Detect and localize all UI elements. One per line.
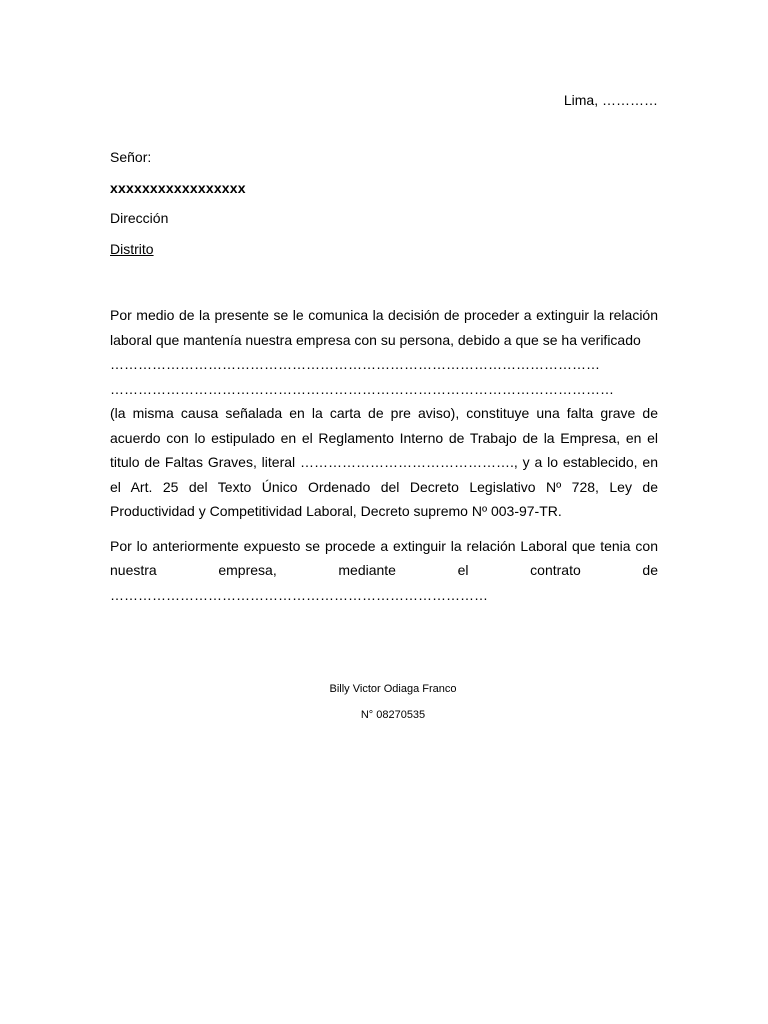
recipient-address: Dirección xyxy=(110,210,169,226)
recipient-name: xxxxxxxxxxxxxxxxx xyxy=(110,179,246,196)
recipient-district: Distrito xyxy=(110,240,154,257)
signature-name: Billy Victor Odiaga Franco xyxy=(329,683,457,695)
paragraph-1-intro: Por medio de la presente se le comunica la decisión de proceder a extinguir la relación laboral que mantenía nuestra empresa con su persona, debido a que se ha verificado xyxy=(110,307,658,348)
signature-block xyxy=(110,680,676,732)
signature-id-number: N° 08270535 xyxy=(360,709,426,721)
paragraph-1-dots-b: ……………………………………………………………………………………………… xyxy=(110,380,614,397)
paragraph-2-text: Por lo anteriormente expuesto se procede a extinguir la relación Laboral que tenia con nuestra empresa, mediante el contrato de xyxy=(110,537,658,578)
letter-body xyxy=(110,303,658,607)
paragraph-1-dots-a: …………………………………………………………………………………………… xyxy=(110,356,600,372)
paragraph-2 xyxy=(110,534,658,608)
salutation: Señor: xyxy=(110,149,152,165)
paragraph-1 xyxy=(110,303,658,524)
recipient-block xyxy=(110,147,246,269)
paragraph-2-dots: ……………………………………………………………………… xyxy=(110,586,488,603)
paragraph-1-body: (la misma causa señalada en la carta de pre aviso), constituye una falta grave de acuerdo con lo estipulado en el Reglamento Interno de Trabajo de la Empresa, en el titulo de Faltas Graves, literal ………………………………………., y a lo establecido, en el Art. 25 del Texto Único Ordenado del Decreto Legislativo Nº 728, Ley de Productividad y Competitividad Laboral, Decreto supremo Nº 003-97-TR. xyxy=(110,405,658,519)
date-line: Lima, ………… xyxy=(563,92,658,108)
